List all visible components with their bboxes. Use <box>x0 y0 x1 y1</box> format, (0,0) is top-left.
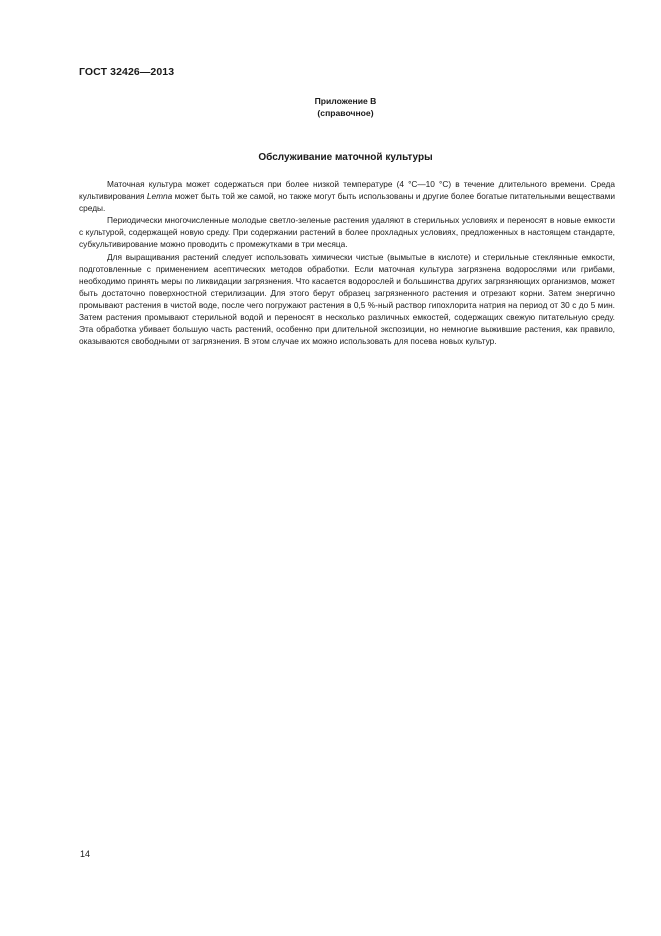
appendix-title: Приложение В <box>314 96 377 106</box>
paragraph-1-italic-term: Lemna <box>146 191 173 202</box>
document-code-header: ГОСТ 32426—2013 <box>79 66 175 78</box>
page-number: 14 <box>80 849 91 859</box>
paragraph-1-text-start: Маточная культура может содержаться при более низкой температуре (4 °С—10 °С) в течение длительного времени. Среда культивирования <box>79 179 615 202</box>
body-text <box>79 178 615 347</box>
section-title: Обслуживание маточной культуры <box>258 152 433 163</box>
paragraph-2: Периодически многочисленные молодые светло-зеленые растения удаляют в стерильных условиях и переносят в новые емкости с культурой, содержащей новую среду. При содержании растений в более прохладных условиях, предложенных в настоящем стандарте, субкультивирование можно проводить с промежутками в три месяца. <box>79 215 615 250</box>
appendix-subtitle: (справочное) <box>317 108 374 118</box>
paragraph-1-text-end: может быть той же самой, но также могут быть использованы и другие более богатые питательными веществами среды. <box>79 191 615 214</box>
paragraph-1 <box>79 178 615 214</box>
paragraph-3: Для выращивания растений следует использовать химически чистые (вымытые в кислоте) и стерильные стеклянные емкости, подготовленные с применением асептических методов обработки. Если маточная культура загрязнена водорослями или грибами, необходимо принять меры по ликвидации загрязнения. Что касается водорослей и большинства других загрязняющих организмов, может быть достаточно поверхностной стерилизации. Для этого берут образец загрязненного растения и отрезают корни. Затем энергично промывают растения в чистой воде, после чего погружают растения в 0,5 %-ный раствор гипохлорита натрия на период от 30 с до 5 мин. Затем растения промывают стерильной водой и переносят в несколько различных емкостей, содержащих свежую питательную среду. Эта обработка убивает большую часть растений, особенно при длительной экспозиции, но немногие выжившие растения, как правило, оказываются свободными от загрязнения. В этом случае их можно использовать для посева новых культур. <box>79 251 615 347</box>
